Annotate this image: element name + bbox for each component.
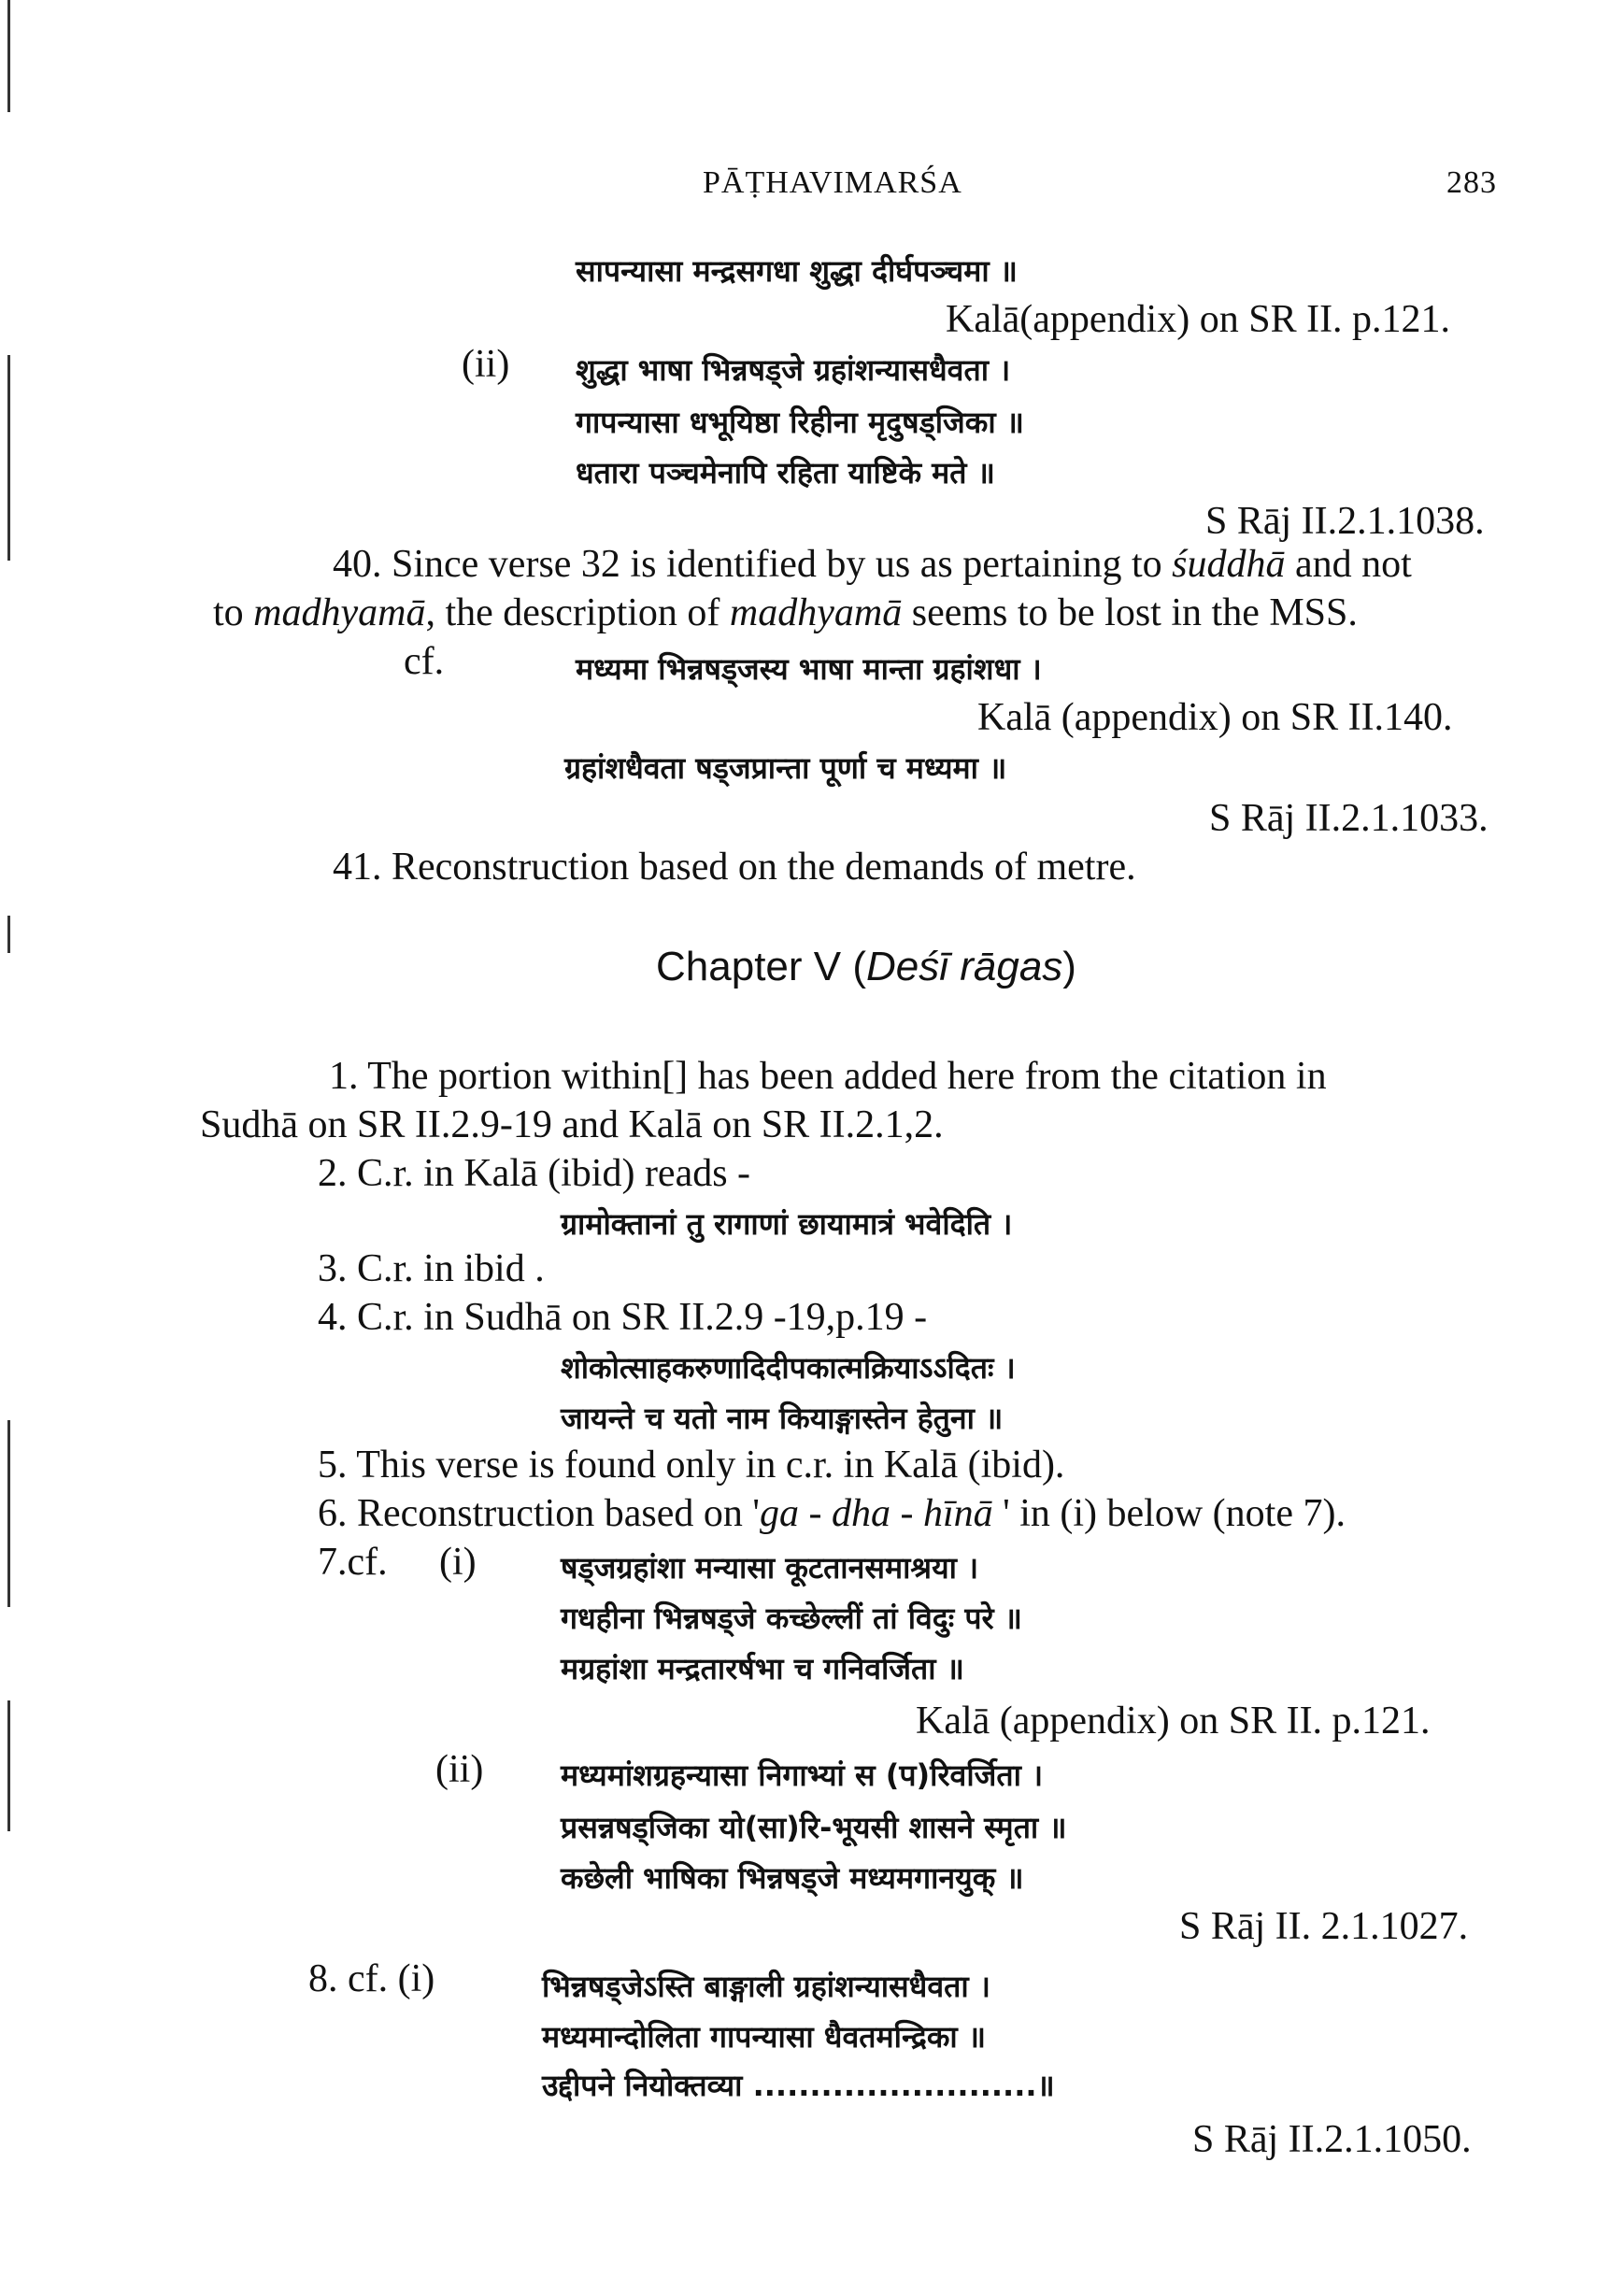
sanskrit-line: गापन्यासा धभूयिष्ठा रिहीना मृदुषड्जिका ॥ <box>576 405 1024 440</box>
item-number: (i) <box>439 1541 477 1584</box>
note-8: 8. cf. (i) <box>308 1957 435 2000</box>
note-1-line-2: Sudhā on SR II.2.9-19 and Kalā on SR II.2.1,2. <box>200 1103 944 1146</box>
sanskrit-line: शोकोत्साहकरुणादिदीपकात्मक्रियाऽऽदितः । <box>561 1350 1016 1386</box>
note-1-line-1: 1. The portion within[] has been added here from the citation in <box>329 1055 1327 1098</box>
italic-term: śuddhā <box>1172 543 1286 586</box>
sanskrit-line: भिन्नषड्जेऽस्ति बाङ्गाली ग्रहांशन्यासधैवता । <box>542 1969 990 2004</box>
note-40-line-1: 40. Since verse 32 is identified by us as pertaining to śuddhā and not <box>333 543 1412 586</box>
item-number: (ii) <box>462 343 510 386</box>
citation-ref: Kalā(appendix) on SR II. p.121. <box>946 298 1451 341</box>
sanskrit-line: धतारा पञ्चमेनापि रहिता याष्टिके मते ॥ <box>576 455 995 491</box>
note-3: 3. C.r. in ibid . <box>318 1247 545 1290</box>
sanskrit-line: गधहीना भिन्नषड्जे कच्छेल्लीं तां विदुः परे ॥ <box>561 1600 1022 1636</box>
sanskrit-line: प्रसन्नषड्जिका यो(सा)रि-भूयसी शासने स्मृता ॥ <box>561 1810 1067 1845</box>
sanskrit-line: कछेली भाषिका भिन्नषड्जे मध्यमगानयुक् ॥ <box>561 1860 1024 1896</box>
scan-edge-mark <box>7 355 10 561</box>
scan-edge-mark <box>7 1420 10 1607</box>
sanskrit-line: मध्यमांशग्रहन्यासा निगाभ्यां स (प)रिवर्जिता । <box>561 1757 1044 1793</box>
scan-edge-mark <box>7 0 10 112</box>
sanskrit-line: षड्जग्रहांशा मन्यासा कूटतानसमाश्रया । <box>561 1550 979 1586</box>
note-4: 4. C.r. in Sudhā on SR II.2.9 -19,p.19 - <box>318 1296 928 1339</box>
note-2: 2. C.r. in Kalā (ibid) reads - <box>318 1152 751 1195</box>
italic-term: madhyamā <box>729 591 903 634</box>
citation-ref: S Rāj II. 2.1.1027. <box>1179 1905 1469 1948</box>
note-5: 5. This verse is found only in c.r. in Kalā (ibid). <box>318 1444 1065 1487</box>
italic-term: ga - dha - hīnā <box>759 1492 993 1535</box>
note-6: 6. Reconstruction based on 'ga - dha - hīnā ' in (i) below (note 7). <box>318 1492 1346 1535</box>
note-40-line-2: to madhyamā, the description of madhyamā seems to be lost in the MSS. <box>213 591 1358 634</box>
citation-ref: Kalā (appendix) on SR II.140. <box>977 696 1453 739</box>
cf-label: cf. <box>404 640 445 683</box>
item-number: (ii) <box>435 1748 484 1791</box>
note-41: 41. Reconstruction based on the demands of metre. <box>333 846 1136 889</box>
note-7: 7.cf. <box>318 1541 388 1584</box>
sanskrit-line: जायन्ते च यतो नाम कियाङ्गास्तेन हेतुना ॥ <box>561 1401 1004 1436</box>
scan-edge-mark <box>7 1700 10 1831</box>
citation-ref: S Rāj II.2.1.1038. <box>1205 500 1485 543</box>
sanskrit-line: मग्रहांशा मन्द्रतारर्षभा च गनिवर्जिता ॥ <box>561 1651 964 1686</box>
italic-term: madhyamā <box>253 591 426 634</box>
sanskrit-line: उद्दीपने नियोक्तव्या .........................॥ <box>542 2068 1055 2103</box>
chapter-heading: Chapter V (Deśī rāgas) <box>656 944 1076 989</box>
sanskrit-line: ग्रामोक्तानां तु रागाणां छायामात्रं भवेदिति । <box>561 1206 1013 1242</box>
page-number: 283 <box>1446 165 1497 200</box>
sanskrit-line: ग्रहांशधैवता षड्जप्रान्ता पूर्णा च मध्यमा ॥ <box>564 750 1007 786</box>
sanskrit-line: मध्यमान्दोलिता गापन्यासा धैवतमन्द्रिका ॥ <box>542 2019 986 2055</box>
citation-ref: Kalā (appendix) on SR II. p.121. <box>916 1700 1431 1743</box>
citation-ref: S Rāj II.2.1.1050. <box>1192 2118 1472 2161</box>
chapter-heading-italic: Deśī rāgas <box>865 944 1063 989</box>
citation-ref: S Rāj II.2.1.1033. <box>1209 797 1489 840</box>
sanskrit-line: सापन्यासा मन्द्रसगधा शुद्धा दीर्घपञ्चमा ॥ <box>576 253 1018 289</box>
running-header: PĀṬHAVIMARŚA <box>703 165 962 200</box>
scan-edge-mark <box>7 916 10 953</box>
sanskrit-line: मध्यमा भिन्नषड्जस्य भाषा मान्ता ग्रहांशधा । <box>576 651 1042 687</box>
sanskrit-line: शुद्धा भाषा भिन्नषड्जे ग्रहांशन्यासधैवता । <box>576 352 1011 388</box>
